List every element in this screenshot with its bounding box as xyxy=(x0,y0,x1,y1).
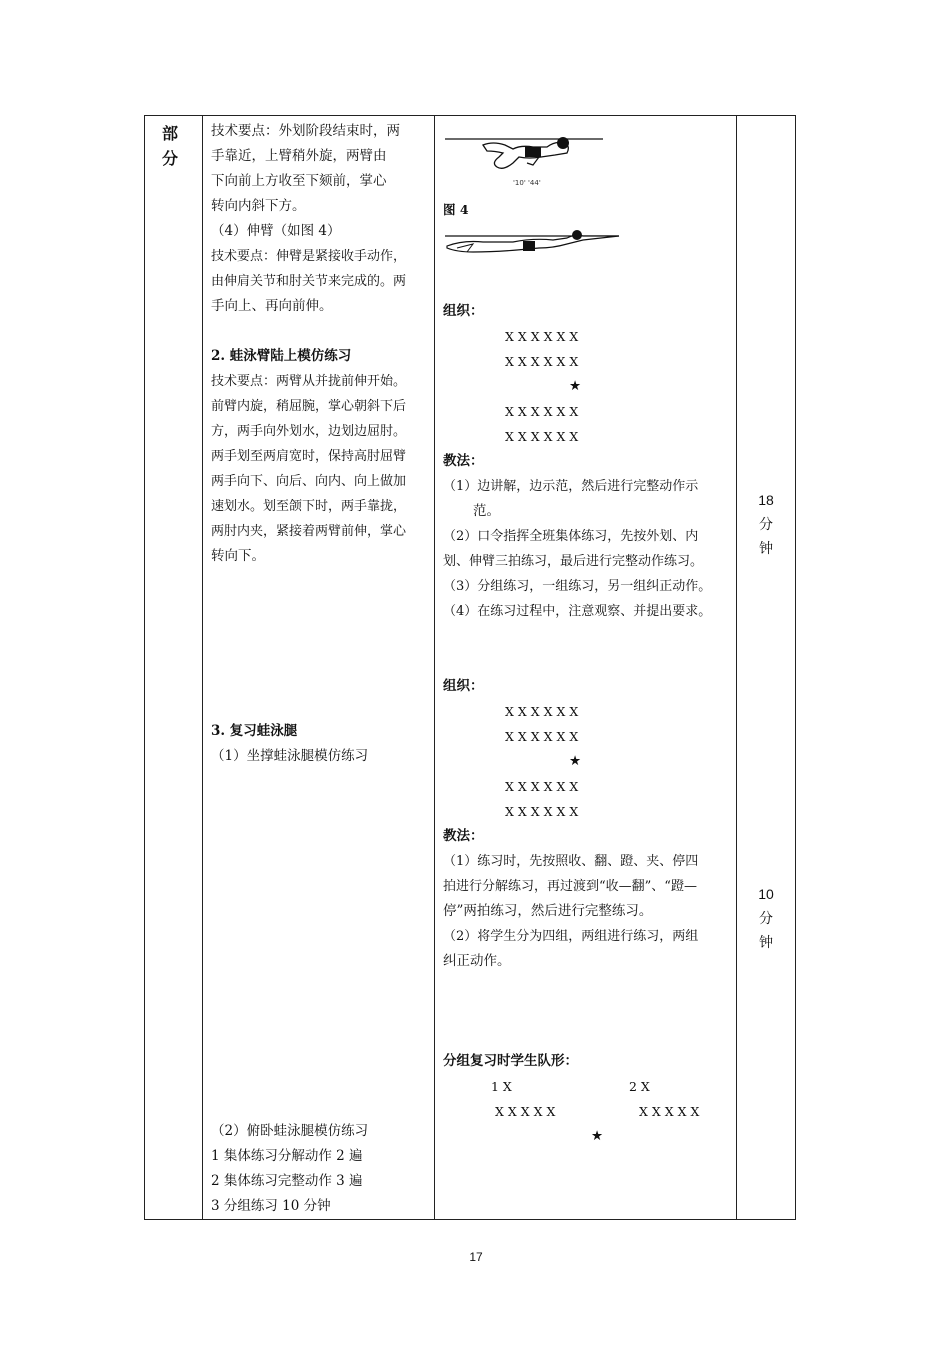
heading-leg-review: 3. 复习蛙泳腿 xyxy=(211,723,298,739)
method-line: （2）口令指挥全班集体练习，先按外划、内 xyxy=(443,529,699,544)
formation-row: X X X X X X xyxy=(505,804,579,819)
time-unit: 钟 xyxy=(759,540,773,556)
method-line: （1）边讲解，边示范，然后进行完整动作示 xyxy=(443,479,699,494)
lesson-plan-table xyxy=(144,115,796,1220)
heading-arm-practice: 2. 蛙泳臂陆上模仿练习 xyxy=(211,348,352,364)
text-line: 技术要点：伸臂是紧接收手动作， xyxy=(211,249,407,264)
figure-caption: '10' '44' xyxy=(513,179,541,187)
teacher-star-icon: ★ xyxy=(569,753,582,769)
time-cell xyxy=(737,116,796,1220)
text-line: （1）坐撑蛙泳腿模仿练习 xyxy=(211,748,369,764)
text-line: 速划水。划至颌下时，两手靠拢， xyxy=(211,499,407,514)
method-line: 纠正动作。 xyxy=(443,953,511,969)
page-number: 17 xyxy=(469,1250,483,1264)
formation-row: X X X X X X xyxy=(505,354,579,369)
text-line: 3 分组练习 10 分钟 xyxy=(211,1198,331,1214)
group-formation-label: 分组复习时学生队形： xyxy=(443,1053,578,1069)
text-line: 转向内斜下方。 xyxy=(211,198,306,214)
formation-row: X X X X X X xyxy=(505,429,579,444)
method-line: （4）在练习过程中，注意观察、并提出要求。 xyxy=(443,604,712,619)
text-line: 手向上、再向前伸。 xyxy=(211,298,333,314)
swimmer-figure-extend xyxy=(443,222,736,274)
text-line: 两手划至两肩宽时，保持高肘屈臂 xyxy=(211,449,407,464)
text-line: 手靠近，上臂稍外旋，两臂由 xyxy=(211,148,387,164)
text-line: 1 集体练习分解动作 2 遍 xyxy=(211,1148,363,1164)
content-cell xyxy=(203,116,435,1220)
method-line: 拍进行分解练习，再过渡到“收—翻”、“蹬— xyxy=(443,879,697,894)
section-cell xyxy=(145,116,203,1220)
method-label: 教法： xyxy=(443,453,484,469)
text-line: 技术要点：两臂从并拢前伸开始。 xyxy=(211,374,407,389)
formation-row: X X X X X X xyxy=(505,729,579,744)
time-unit: 分 xyxy=(759,910,773,926)
text-line: 2 集体练习完整动作 3 遍 xyxy=(211,1173,363,1189)
organization-label: 组织： xyxy=(443,678,484,694)
section-label-1: 部 xyxy=(162,124,179,143)
subheading: （4）伸臂（如图 4） xyxy=(211,223,341,239)
text-line: 两手向下、向后、向内、向上做加 xyxy=(211,474,407,489)
text-line: 两肘内夹，紧接着两臂前伸，掌心 xyxy=(211,524,407,539)
text-line: 技术要点：外划阶段结束时，两 xyxy=(211,123,400,139)
figure-label: 图 4 xyxy=(443,202,469,217)
method-line: 范。 xyxy=(473,503,500,519)
group-2-head: 2 X xyxy=(629,1079,650,1094)
method-label: 教法： xyxy=(443,828,484,844)
time-unit: 钟 xyxy=(759,934,773,950)
organization-label: 组织： xyxy=(443,303,484,319)
text-line: 方，两手向外划水，边划边屈肘。 xyxy=(211,424,407,439)
text-line: 由伸肩关节和肘关节来完成的。两 xyxy=(211,274,407,289)
time-value: 10 xyxy=(758,886,774,902)
formation-row: X X X X X X xyxy=(505,704,579,719)
method-cell xyxy=(435,116,737,1220)
teacher-star-icon: ★ xyxy=(591,1128,604,1144)
text-line: 前臂内旋，稍屈腕，掌心朝斜下后 xyxy=(211,399,407,414)
section-label-2: 分 xyxy=(162,149,179,168)
time-unit: 分 xyxy=(759,516,773,532)
method-line: （3）分组练习，一组练习，另一组纠正动作。 xyxy=(443,579,712,594)
method-line: 划、伸臂三拍练习，最后进行完整动作练习。 xyxy=(443,554,704,569)
text-line: 转向下。 xyxy=(211,548,265,564)
swimmer-figure-recover xyxy=(443,119,736,197)
method-line: （2）将学生分为四组，两组进行练习，两组 xyxy=(443,929,699,944)
teacher-star-icon: ★ xyxy=(569,378,582,394)
formation-row: X X X X X X xyxy=(505,779,579,794)
formation-row: X X X X X X xyxy=(505,404,579,419)
text-line: 下向前上方收至下颏前，掌心 xyxy=(211,173,387,189)
time-value: 18 xyxy=(758,492,774,508)
text-line: （2）俯卧蛙泳腿模仿练习 xyxy=(211,1123,369,1139)
method-line: 停”两拍练习，然后进行完整练习。 xyxy=(443,903,653,919)
group-2-row: X X X X X xyxy=(639,1104,700,1119)
group-1-row: X X X X X xyxy=(495,1104,556,1119)
method-line: （1）练习时，先按照收、翻、蹬、夹、停四 xyxy=(443,854,699,869)
formation-row: X X X X X X xyxy=(505,329,579,344)
group-1-head: 1 X xyxy=(491,1079,512,1094)
